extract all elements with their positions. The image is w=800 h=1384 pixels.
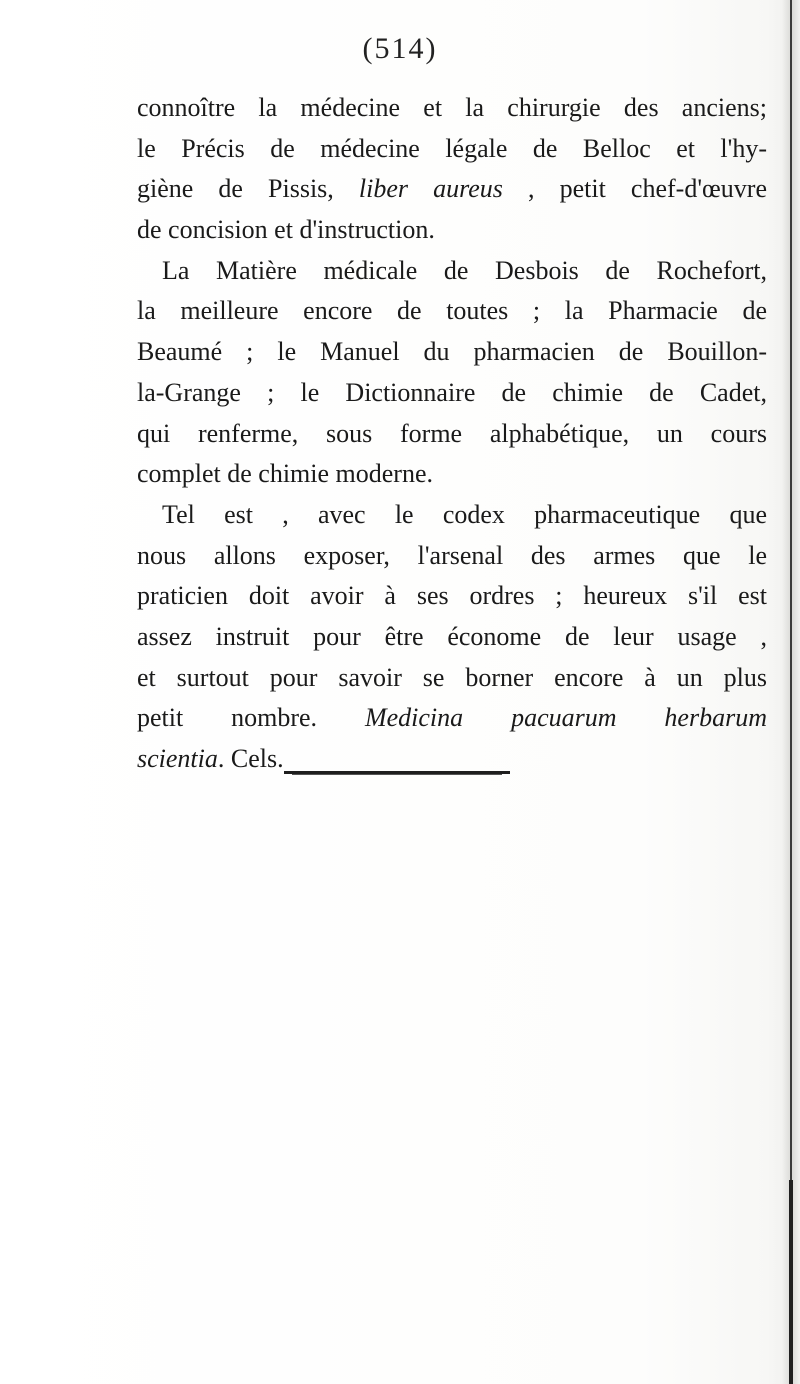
italic-text: scientia (137, 744, 218, 773)
italic-text: liber aureus (358, 174, 503, 204)
text-segment: le Précis de médecine légale de Belloc et l'hy- (137, 133, 767, 163)
text-line (137, 332, 767, 373)
text-line (137, 495, 767, 536)
section-end-rule (284, 771, 510, 774)
text-line (137, 210, 767, 251)
text-segment: la meilleure encore de toutes ; la Pharmacie de (137, 296, 767, 326)
text-line (137, 291, 767, 332)
text-line (137, 414, 767, 455)
text-segment: petit nombre. (137, 703, 365, 733)
text-segment: praticien doit avoir à ses ordres ; heureux s'il est (137, 581, 767, 611)
text-segment: giène de Pissis, (137, 174, 359, 204)
text-line (137, 658, 767, 699)
text-line (137, 129, 767, 170)
body-text (137, 88, 767, 780)
text-line (137, 576, 767, 617)
text-segment: . Cels. (217, 744, 284, 773)
text-segment: assez instruit pour être économe de leur usage , (137, 621, 767, 651)
text-segment: Tel est , avec le codex pharmaceutique que (162, 499, 767, 529)
text-segment: , petit chef-d'œuvre (502, 174, 767, 204)
page-edge-line-lower (789, 1180, 793, 1384)
text-segment: la-Grange ; le Dictionnaire de chimie de Cadet, (137, 377, 767, 407)
text-segment: et surtout pour savoir se borner encore à un plus (137, 662, 767, 692)
text-line (137, 88, 767, 129)
text-segment: La Matière médicale de Desbois de Rochefort, (162, 255, 767, 285)
text-line (137, 169, 767, 210)
text-segment: Beaumé ; le Manuel du pharmacien de Bouillon- (137, 337, 767, 367)
text-line (137, 373, 767, 414)
text-segment: de concision et d'instruction. (137, 215, 435, 245)
text-line (137, 251, 767, 292)
text-segment: qui renferme, sous forme alphabétique, un cours (137, 418, 767, 448)
text-segment: complet de chimie moderne. (137, 459, 434, 489)
text-segment: connoître la médecine et la chirurgie des anciens; (137, 93, 767, 122)
text-segment: nous allons exposer, l'arsenal des armes que le (137, 540, 767, 570)
page-edge-line (790, 0, 792, 1384)
text-line (137, 454, 767, 495)
text-line (137, 698, 767, 739)
text-line (137, 536, 767, 577)
italic-text: Medicina pacuarum herbarum (364, 703, 767, 733)
text-line (137, 617, 767, 658)
page-number: (514) (362, 32, 438, 65)
